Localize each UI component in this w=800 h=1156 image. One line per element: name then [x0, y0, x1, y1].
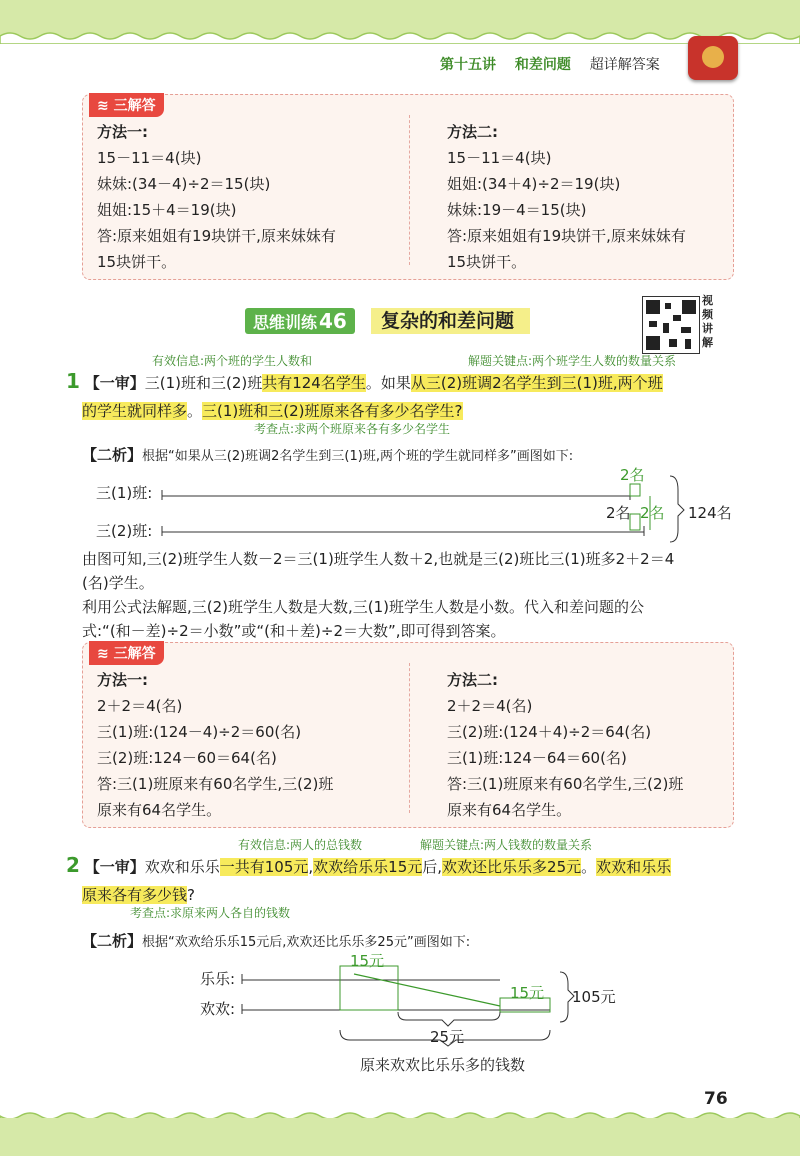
q1-stem-line2: 的学生就同样多。三(1)班和三(2)班原来各有多少名学生? [82, 402, 463, 420]
answer-line: 妹妹:19－4＝15(块) [447, 201, 587, 219]
section-label: 思维训练 46 [245, 308, 355, 334]
topic-label: 和差问题 [514, 57, 571, 73]
column-divider [409, 663, 411, 813]
section-title [245, 308, 565, 334]
answer-box-1 [82, 94, 734, 280]
q2-stem-line2: 原来各有多少钱? [82, 886, 195, 904]
answer-line: 姐姐:(34＋4)÷2＝19(块) [447, 175, 621, 193]
answer-line: 原来有64名学生。 [447, 801, 572, 819]
answer-line: 原来有64名学生。 [97, 801, 222, 819]
note-info-2: 有效信息:两人的总钱数 [238, 838, 363, 852]
video-explanation-label: 视 频 讲 解 [702, 294, 713, 349]
answer-line: 三(2)班:(124＋4)÷2＝64(名) [447, 723, 652, 741]
answer-line: 15－11＝4(块) [97, 149, 202, 167]
answer1-method2 [447, 119, 686, 275]
qr-code-icon[interactable] [642, 296, 700, 354]
method-title: 方法二: [447, 123, 498, 141]
answer2-method1 [97, 667, 333, 823]
note-info-1: 有效信息:两个班的学生人数和 [152, 354, 313, 368]
book-label: 超详解答案 [589, 57, 660, 73]
method-title: 方法一: [97, 123, 148, 141]
lecture-label: 第十五讲 [440, 57, 496, 73]
note-exam-1: 考查点:求两个班原来各有多少名学生 [254, 422, 451, 436]
q2-caption: 原来欢欢比乐乐多的钱数 [360, 1056, 526, 1074]
q1-mid-amount-left: 2名 [606, 504, 631, 522]
method-title: 方法二: [447, 671, 498, 689]
answer-line: 答:原来姐姐有19块饼干,原来妹妹有 [447, 227, 686, 245]
top-wave-border [0, 30, 800, 44]
q2-total: 105元 [572, 988, 616, 1006]
answer-line: 答:三(1)班原来有60名学生,三(2)班 [447, 775, 684, 793]
q1-explain-4: 式:“(和－差)÷2＝小数”或“(和＋差)÷2＝大数”,即可得到答案。 [82, 622, 506, 640]
page-header [440, 54, 674, 74]
answer-line: 2＋2＝4(名) [97, 697, 183, 715]
step-label: 【一审】 [84, 858, 145, 876]
note-key-1: 解题关键点:两个班学生人数的数量关系 [468, 354, 677, 368]
q1-top-amount: 2名 [620, 466, 645, 484]
section-heading: 复杂的和差问题 [371, 308, 530, 334]
q1-mid-amount-right: 2名 [640, 504, 665, 522]
question-number: 1 [66, 369, 80, 393]
answer-tag-1: ≋ 三解答 [89, 93, 164, 117]
answer-line: 三(1)班:(124－4)÷2＝60(名) [97, 723, 302, 741]
answer-line: 15－11＝4(块) [447, 149, 552, 167]
q2-diff: 25元 [430, 1028, 465, 1046]
brand-logo-icon [688, 36, 738, 80]
answer-line: 15块饼干。 [97, 253, 177, 271]
answer-tag-2: ≋ 三解答 [89, 641, 164, 665]
answer-line: 三(2)班:124－60＝64(名) [97, 749, 277, 767]
method-title: 方法一: [97, 671, 148, 689]
answer-line: 三(1)班:124－64＝60(名) [447, 749, 627, 767]
answer-line: 15块饼干。 [447, 253, 527, 271]
answer1-method1 [97, 119, 336, 275]
q1-explain-1: 由图可知,三(2)班学生人数－2＝三(1)班学生人数＋2,也就是三(2)班比三(1)班多2＋2＝4 [82, 550, 675, 568]
note-exam-2: 考查点:求原来两人各自的钱数 [130, 906, 291, 920]
q1-stem-line1: 1 【一审】三(1)班和三(2)班共有124名学生。如果从三(2)班调2名学生到三(1)班,两个班 [66, 369, 663, 393]
column-divider [409, 115, 411, 265]
q1-analysis: 【二析】根据“如果从三(2)班调2名学生到三(1)班,两个班的学生就同样多”画图如下: [82, 446, 574, 464]
q1-explain-2: (名)学生。 [82, 574, 154, 592]
q2-stem-line1: 2 【一审】欢欢和乐乐一共有105元,欢欢给乐乐15元后,欢欢还比乐乐多25元。欢欢和乐乐 [66, 853, 672, 877]
answer-line: 妹妹:(34－4)÷2＝15(块) [97, 175, 271, 193]
bottom-band [0, 1118, 800, 1156]
answer-box-2 [82, 642, 734, 828]
question-number: 2 [66, 853, 80, 877]
answer-line: 2＋2＝4(名) [447, 697, 533, 715]
step-label: 【一审】 [84, 374, 145, 392]
q1-diagram-label1: 三(1)班: [96, 484, 153, 502]
page-number: 76 [704, 1089, 728, 1109]
q2-diagram-label2: 欢欢: [200, 1000, 236, 1018]
q1-diagram-label2: 三(2)班: [96, 522, 153, 540]
answer-line: 答:原来姐姐有19块饼干,原来妹妹有 [97, 227, 336, 245]
answer-line: 姐姐:15＋4＝19(块) [97, 201, 237, 219]
q1-explain-3: 利用公式法解题,三(2)班学生人数是大数,三(1)班学生人数是小数。代入和差问题的公 [82, 598, 645, 616]
answer2-method2 [447, 667, 683, 823]
q2-analysis: 【二析】根据“欢欢给乐乐15元后,欢欢还比乐乐多25元”画图如下: [82, 932, 471, 950]
q2-amount-right: 15元 [510, 984, 545, 1002]
q2-amount-top: 15元 [350, 952, 385, 970]
q1-total: 124名 [688, 504, 732, 522]
q2-diagram-label1: 乐乐: [200, 970, 236, 988]
answer-line: 答:三(1)班原来有60名学生,三(2)班 [97, 775, 334, 793]
note-key-2: 解题关键点:两人钱数的数量关系 [420, 838, 593, 852]
